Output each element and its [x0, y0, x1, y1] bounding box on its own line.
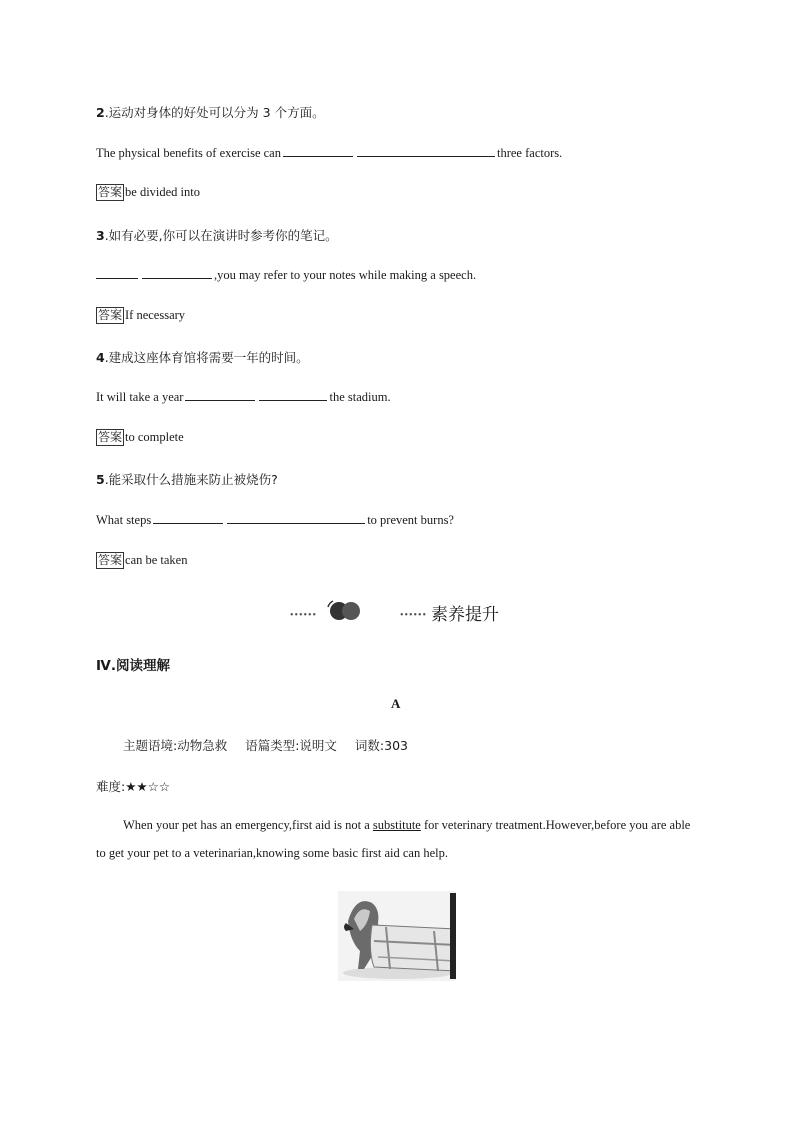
answer-label: 答案 — [98, 553, 123, 567]
answer-text: can be taken — [125, 553, 188, 567]
answer-blank[interactable] — [96, 266, 138, 279]
question-5-prompt — [96, 470, 278, 488]
dotted-leader: •••••• — [400, 610, 428, 621]
sentence-start: What steps — [96, 513, 152, 527]
banner-circles-icon — [323, 598, 367, 624]
difficulty-rating: 难度:★★☆☆ — [96, 779, 171, 794]
dotted-leader: •••••• — [290, 610, 318, 621]
answer-label: 答案 — [98, 430, 123, 444]
question-5-sentence — [96, 511, 454, 528]
topic-context: 主题语境:动物急救 — [123, 738, 228, 753]
answer-blank[interactable] — [227, 511, 365, 524]
answer-label: 答案 — [98, 308, 123, 322]
dog-photo — [338, 891, 456, 981]
question-3-sentence — [96, 266, 476, 283]
answer-label: 答案 — [98, 185, 123, 199]
passage-meta — [123, 736, 422, 754]
question-4-sentence — [96, 388, 391, 405]
question-4-prompt — [96, 348, 309, 366]
question-2-answer — [96, 184, 200, 201]
sentence-start: The physical benefits of exercise can — [96, 146, 281, 160]
answer-blank[interactable] — [259, 388, 327, 401]
passage-label: A — [391, 696, 401, 711]
question-2-sentence — [96, 144, 562, 161]
banner-title: 素养提升 — [431, 605, 499, 625]
answer-text: to complete — [125, 430, 184, 444]
sentence-end: the stadium. — [329, 390, 391, 404]
sentence-end: ,you may refer to your notes while making a speech. — [214, 268, 477, 282]
question-3-answer — [96, 307, 185, 324]
sentence-end: three factors. — [497, 146, 563, 160]
passage-paragraph: When your pet has an emergency,first aid is not a substitute for veterinary treatment.However,before you are able to get your pet to a veterinarian,knowing some basic first aid can help. — [96, 818, 691, 860]
question-number: 3 — [96, 228, 105, 243]
question-chinese: .建成这座体育馆将需要一年的时间。 — [104, 350, 309, 365]
question-chinese: .运动对身体的好处可以分为 3 个方面。 — [104, 105, 325, 120]
word-count: 词数:303 — [354, 738, 408, 753]
answer-text: be divided into — [125, 185, 201, 199]
answer-text: If necessary — [125, 308, 186, 322]
text-type: 语篇类型:说明文 — [245, 738, 337, 753]
question-number: 5 — [96, 472, 105, 487]
question-number: 2 — [96, 105, 105, 120]
sentence-start: It will take a year — [96, 390, 184, 404]
section-banner — [290, 598, 520, 624]
question-3-prompt — [96, 226, 338, 244]
question-2-prompt — [96, 103, 325, 121]
section-title: Ⅳ.阅读理解 — [96, 658, 170, 674]
answer-blank[interactable] — [153, 511, 223, 524]
answer-blank[interactable] — [185, 388, 255, 401]
question-chinese: .能采取什么措施来防止被烧伤? — [104, 472, 278, 487]
underlined-word: substitute — [372, 818, 421, 832]
question-5-answer — [96, 552, 187, 569]
answer-blank[interactable] — [283, 144, 353, 157]
question-number: 4 — [96, 350, 105, 365]
sentence-end: to prevent burns? — [367, 513, 454, 527]
answer-blank[interactable] — [357, 144, 495, 157]
question-chinese: .如有必要,你可以在演讲时参考你的笔记。 — [104, 228, 338, 243]
question-4-answer — [96, 429, 184, 446]
answer-blank[interactable] — [142, 266, 212, 279]
